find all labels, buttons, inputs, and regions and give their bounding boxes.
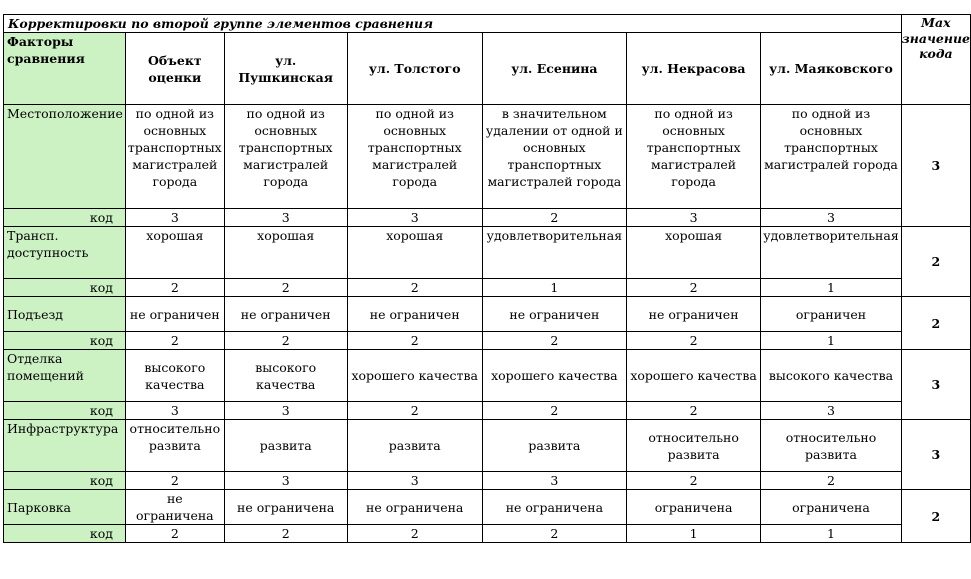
value-cell: хорошая bbox=[125, 227, 224, 279]
value-cell: высокого качества bbox=[761, 350, 902, 402]
value-cell: ограничен bbox=[761, 297, 902, 332]
code-cell: 2 bbox=[347, 332, 482, 350]
value-cell: не ограничен bbox=[125, 297, 224, 332]
value-cell: не ограничен bbox=[224, 297, 347, 332]
column-header-mayakovskogo: ул. Маяковского bbox=[761, 33, 902, 105]
value-cell: относительно развита bbox=[125, 420, 224, 472]
value-cell: удовлетворительная bbox=[482, 227, 626, 279]
code-cell: 1 bbox=[761, 332, 902, 350]
code-label: код bbox=[4, 525, 126, 543]
max-code-value: 2 bbox=[901, 297, 970, 350]
code-cell: 3 bbox=[224, 472, 347, 490]
factor-driveway: Подъезд bbox=[4, 297, 126, 332]
value-cell: относительно развита bbox=[626, 420, 760, 472]
code-cell: 3 bbox=[626, 209, 760, 227]
code-label: код bbox=[4, 279, 126, 297]
code-cell: 2 bbox=[125, 279, 224, 297]
code-cell: 3 bbox=[482, 472, 626, 490]
code-cell: 2 bbox=[626, 402, 760, 420]
max-code-value: 3 bbox=[901, 420, 970, 490]
value-cell: по одной из основных транспортных магистралей города bbox=[224, 105, 347, 209]
value-cell: ограничена bbox=[761, 490, 902, 525]
value-cell: не ограничен bbox=[626, 297, 760, 332]
value-cell: хорошего качества bbox=[626, 350, 760, 402]
column-header-pushkinskaya: ул. Пушкинская bbox=[224, 33, 347, 105]
factor-parking: Парковка bbox=[4, 490, 126, 525]
code-cell: 2 bbox=[482, 402, 626, 420]
code-cell: 2 bbox=[224, 332, 347, 350]
code-cell: 1 bbox=[761, 279, 902, 297]
code-cell: 2 bbox=[626, 332, 760, 350]
value-cell: хорошего качества bbox=[482, 350, 626, 402]
code-cell: 2 bbox=[125, 472, 224, 490]
code-cell: 3 bbox=[125, 402, 224, 420]
code-cell: 2 bbox=[626, 279, 760, 297]
code-cell: 3 bbox=[125, 209, 224, 227]
max-code-value: 3 bbox=[901, 350, 970, 420]
code-cell: 2 bbox=[347, 402, 482, 420]
code-label: код bbox=[4, 402, 126, 420]
max-code-header: Max значение кода bbox=[901, 15, 970, 105]
factor-transport-access: Трансп. доступность bbox=[4, 227, 126, 279]
column-header-esenina: ул. Есенина bbox=[482, 33, 626, 105]
value-cell: по одной из основных транспортных магистралей города bbox=[125, 105, 224, 209]
code-cell: 2 bbox=[224, 525, 347, 543]
code-cell: 3 bbox=[224, 209, 347, 227]
code-cell: 3 bbox=[347, 472, 482, 490]
comparison-table bbox=[3, 14, 971, 543]
table-title: Корректировки по второй группе элементов сравнения bbox=[4, 15, 902, 33]
code-cell: 1 bbox=[761, 525, 902, 543]
code-cell: 2 bbox=[347, 279, 482, 297]
value-cell: по одной из основных транспортных магистралей города bbox=[347, 105, 482, 209]
value-cell: высокого качества bbox=[125, 350, 224, 402]
value-cell: хорошего качества bbox=[347, 350, 482, 402]
max-code-value: 3 bbox=[901, 105, 970, 227]
code-label: код bbox=[4, 332, 126, 350]
value-cell: по одной из основных транспортных магистралей города bbox=[626, 105, 760, 209]
value-cell: развита bbox=[482, 420, 626, 472]
column-header-tolstogo: ул. Толстого bbox=[347, 33, 482, 105]
code-cell: 3 bbox=[761, 402, 902, 420]
code-cell: 2 bbox=[347, 525, 482, 543]
value-cell: хорошая bbox=[347, 227, 482, 279]
value-cell: ограничена bbox=[626, 490, 760, 525]
code-cell: 3 bbox=[761, 209, 902, 227]
code-cell: 1 bbox=[626, 525, 760, 543]
code-label: код bbox=[4, 209, 126, 227]
factors-header: Факторы сравнения bbox=[4, 33, 126, 105]
value-cell: высокого качества bbox=[224, 350, 347, 402]
code-cell: 2 bbox=[482, 209, 626, 227]
value-cell: относительно развита bbox=[761, 420, 902, 472]
factor-finishing: Отделка помещений bbox=[4, 350, 126, 402]
value-cell: не ограничена bbox=[224, 490, 347, 525]
value-cell: не ограничена bbox=[125, 490, 224, 525]
code-cell: 2 bbox=[125, 525, 224, 543]
value-cell: удовлетворительная bbox=[761, 227, 902, 279]
code-cell: 2 bbox=[482, 525, 626, 543]
value-cell: не ограничен bbox=[482, 297, 626, 332]
factor-infrastructure: Инфраструктура bbox=[4, 420, 126, 472]
code-cell: 2 bbox=[626, 472, 760, 490]
code-cell: 3 bbox=[347, 209, 482, 227]
code-cell: 1 bbox=[482, 279, 626, 297]
code-cell: 2 bbox=[125, 332, 224, 350]
object-header: Объект оценки bbox=[125, 33, 224, 105]
code-cell: 2 bbox=[224, 279, 347, 297]
max-code-value: 2 bbox=[901, 490, 970, 543]
code-cell: 2 bbox=[761, 472, 902, 490]
value-cell: не ограничена bbox=[482, 490, 626, 525]
value-cell: хорошая bbox=[224, 227, 347, 279]
code-label: код bbox=[4, 472, 126, 490]
factor-location: Местоположение bbox=[4, 105, 126, 209]
value-cell: развита bbox=[347, 420, 482, 472]
value-cell: по одной из основных транспортных магистралей города bbox=[761, 105, 902, 209]
max-code-value: 2 bbox=[901, 227, 970, 297]
value-cell: не ограничен bbox=[347, 297, 482, 332]
column-header-nekrasova: ул. Некрасова bbox=[626, 33, 760, 105]
code-cell: 3 bbox=[224, 402, 347, 420]
value-cell: не ограничена bbox=[347, 490, 482, 525]
value-cell: в значительном удалении от одной и основных транспортных магистралей города bbox=[482, 105, 626, 209]
value-cell: развита bbox=[224, 420, 347, 472]
code-cell: 2 bbox=[482, 332, 626, 350]
value-cell: хорошая bbox=[626, 227, 760, 279]
